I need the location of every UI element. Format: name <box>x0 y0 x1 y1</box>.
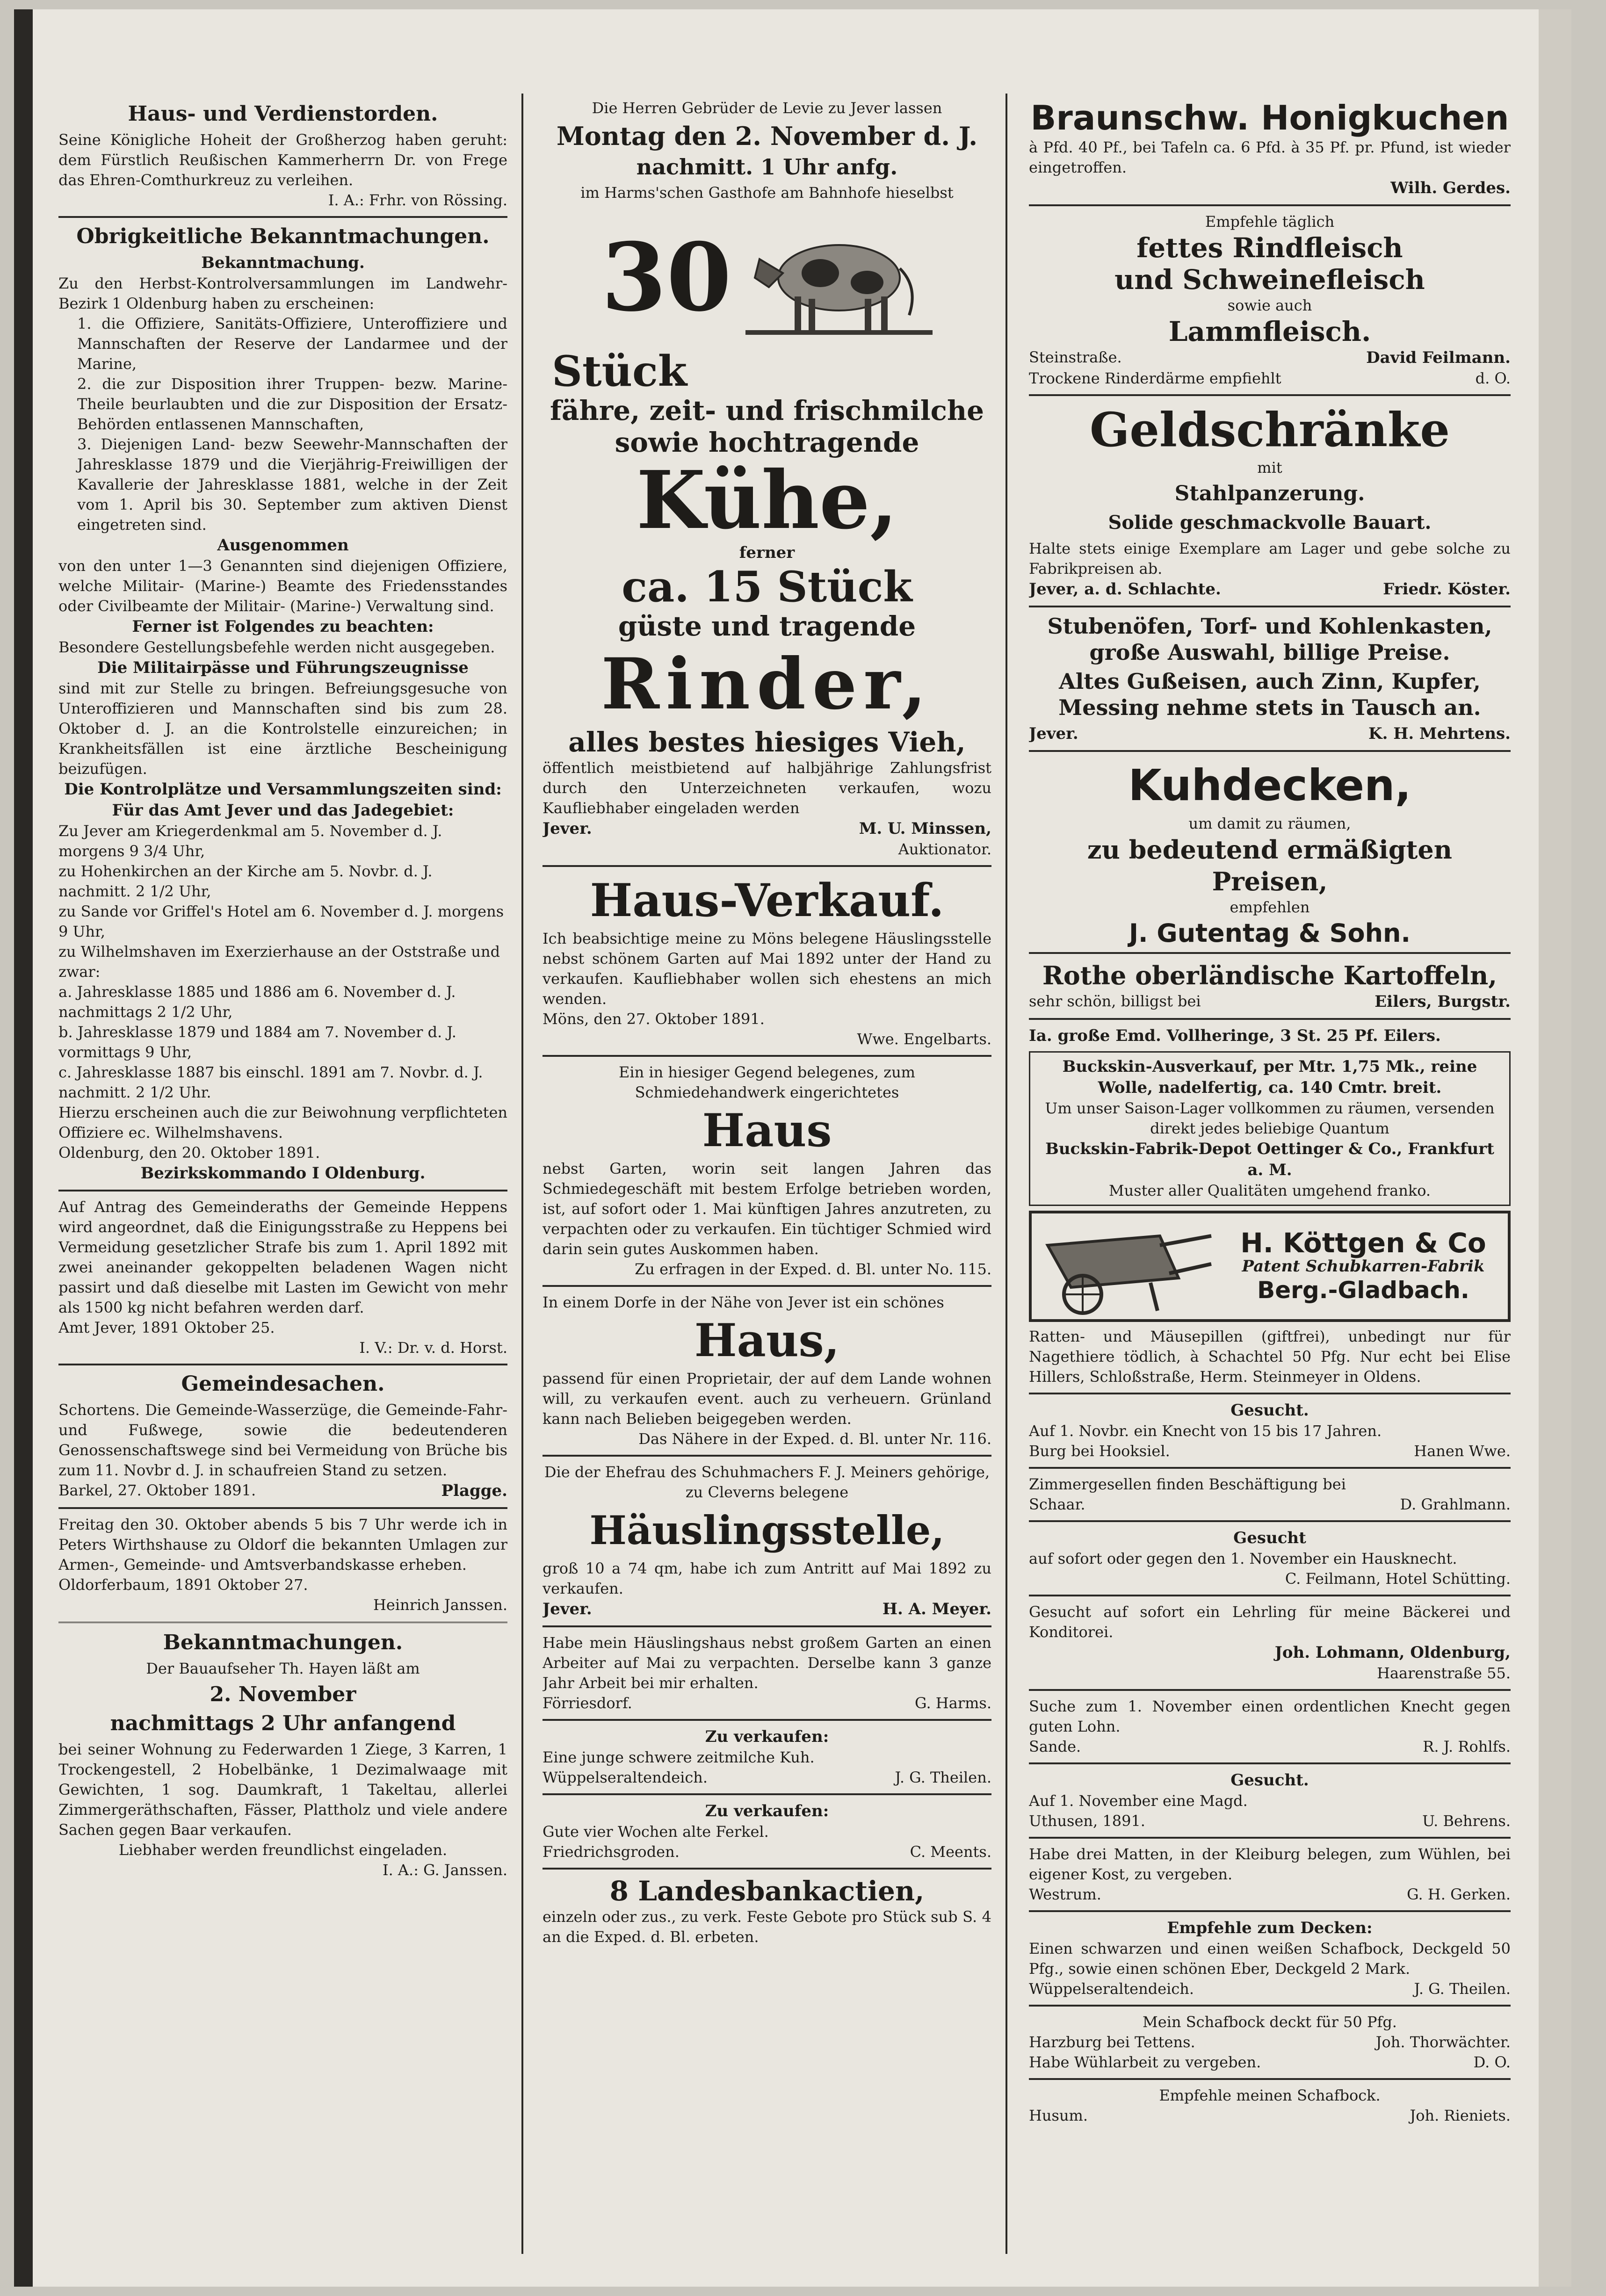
newspaper-page <box>14 9 1571 2287</box>
bek-title: Bekanntmachung. <box>201 253 365 272</box>
kuh-text: Eine junge schwere zeitmilche Kuh. <box>543 1748 815 1766</box>
buckskin-line4: Muster aller Qualitäten umgehend franko. <box>1108 1182 1431 1199</box>
harms-place: Förriesdorf. <box>543 1694 632 1712</box>
haeusling-headline: Häuslingsstelle, <box>589 1507 945 1553</box>
koester-signature: Friedr. Köster. <box>1383 580 1511 599</box>
gesucht1-place: Burg bei Hooksiel. <box>1029 1442 1170 1460</box>
auction-intro: Die Herren Gebrüder de Levie zu Jever lassen <box>592 99 942 117</box>
kuehe-headline: Kühe, <box>636 454 898 547</box>
zuverk2-title: Zu verkaufen: <box>705 1802 829 1820</box>
jever2-place: Jever. <box>1029 724 1078 743</box>
orden-signature: I. A.: Frhr. von Rössing. <box>328 191 507 209</box>
lohmann-name: Joh. Lohmann, Oldenburg, <box>1274 1643 1511 1662</box>
jever-schl: Jever, a. d. Schlachte. <box>1029 580 1221 599</box>
zuverk1-title: Zu verkaufen: <box>705 1727 829 1746</box>
do1-signature: d. O. <box>1475 369 1511 387</box>
auction-place: im Harms'schen Gasthofe am Bahnhofe hieselbst <box>580 184 954 202</box>
oefen-line: Stubenöfen, Torf- und Kohlenkasten, große Auswahl, billige Preise. <box>1047 614 1492 665</box>
hierzu-text: Hierzu erscheinen auch die zur Beiwohnung verpflichteten Offiziere ec. Wilhelmshavens. <box>58 1104 507 1141</box>
buckskin-line1: Buckskin-Ausverkauf, per Mtr. 1,75 Mk., reine Wolle, nadelfertig, ca. 140 Cmtr. breit. <box>1062 1057 1477 1097</box>
mit-label: mit <box>1257 459 1282 477</box>
kuh-signature: J. G. Theilen. <box>895 1769 991 1786</box>
auction-body: öffentlich meistbietend auf halbjährige Zahlungsfrist durch den Unterzeichneten verkaufen, wozu Kaufliebhaber eingeladen werden <box>543 759 991 817</box>
wheelbarrow-illustration <box>1038 1217 1216 1315</box>
honig-text: à Pfd. 40 Pf., bei Tafeln ca. 6 Pfd. à 35 Pf. pr. Pfund, ist wieder eingetroffen. <box>1029 138 1511 176</box>
ferkel-text: Gute vier Wochen alte Ferkel. <box>543 1823 769 1841</box>
rinder-headline: Rinder, <box>601 643 933 725</box>
koettgen-name: H. Köttgen & Co <box>1240 1227 1486 1259</box>
ferkel-signature: C. Meents. <box>910 1843 991 1861</box>
bauauf-signature: I. A.: G. Janssen. <box>382 1861 507 1879</box>
column-middle <box>543 98 991 2259</box>
feilmann-signature: David Feilmann. <box>1366 348 1511 367</box>
column-right <box>1029 98 1511 2259</box>
gemeinderath-text: Auf Antrag des Gemeinderaths der Gemeinde Heppens wird angeordnet, daß die Einigungsstraße zu Heppens bei Vermeidung gesetzlicher Strafe bis zum 1. April 1892 mit zwei aneinander gekoppelten beladenen Wagen nicht passirt und daß dieselbe mit Lasten im Gewicht von mehr als 1500 kg nicht befahren werden darf. <box>58 1198 507 1316</box>
gesucht2-title: Gesucht <box>1233 1529 1306 1547</box>
gesucht2-signature: C. Feilmann, Hotel Schütting. <box>1285 1570 1511 1588</box>
eisen-line: Altes Gußeisen, auch Zinn, Kupfer, Messing nehme stets in Tausch an. <box>1058 669 1481 720</box>
gerken-signature: G. H. Gerken. <box>1407 1885 1511 1903</box>
preise-line: zu bedeutend ermäßigten Preisen, <box>1087 835 1453 896</box>
harzburg-place: Harzburg bei Tettens. <box>1029 2033 1195 2051</box>
gemeinde-title: Gemeindesachen. <box>181 1372 385 1396</box>
auctioneer-name: M. U. Minssen, <box>859 819 991 838</box>
ca15-headline: ca. 15 Stück <box>622 562 912 612</box>
guest-line: güste und tragende <box>618 610 916 642</box>
schortens-text: Schortens. Die Gemeinde-Wasserzüge, die Gemeinde-Fahr- und Fußwege, sowie die bedeutenderen Genossenschaftswege sind bei Vermeidung von Brüche bis zum 11. Novbr d. J. in schaufreien Stand zu setzen. <box>58 1401 507 1479</box>
amt-line: b. Jahresklasse 1879 und 1884 am 7. November d. J. vormittags 9 Uhr, <box>58 1023 456 1061</box>
kuehe-line1: fähre, zeit- und frischmilche <box>550 395 984 426</box>
auctioneer-title: Auktionator. <box>898 840 991 858</box>
vieh-line: alles bestes hiesiges Vieh, <box>568 726 966 758</box>
gutentag-headline: J. Gutentag & Sohn. <box>1129 918 1411 948</box>
stahl-line: Stahlpanzerung. <box>1174 482 1365 505</box>
landesbank-headline: 8 Landesbankactien, <box>609 1875 925 1907</box>
bauauf-time: nachmittags 2 Uhr anfangend <box>110 1711 456 1735</box>
amt-title: Für das Amt Jever und das Jadegebiet: <box>112 801 454 820</box>
wuep-place: Wüppelseraltendeich. <box>1029 1980 1194 1998</box>
buckskin-ad <box>1029 1051 1511 1206</box>
haus-headline: Haus <box>702 1104 832 1157</box>
bek-item: 2. die zur Disposition ihrer Truppen- bezw. Marine-Theile beurlaubten und die zur Disposition der Ersatz-Behörden entlassenen Mannschaften, <box>77 375 507 433</box>
bek-item: 1. die Offiziere, Sanitäts-Offiziere, Unteroffiziere und Mannschaften der Reserve der Landarmee und der Marine, <box>77 315 507 373</box>
auction-count: 30 <box>601 223 732 332</box>
oldorf-date: Oldorferbaum, 1891 Oktober 27. <box>58 1576 308 1594</box>
vollhering-text: Ia. große Emd. Vollheringe, 3 St. 25 Pf. Eilers. <box>1029 1026 1441 1045</box>
honig-headline: Braunschw. Honigkuchen <box>1030 98 1509 137</box>
landesbank-text: einzeln oder zus., zu verk. Feste Gebote pro Stück sub S. 4 an die Exped. d. Bl. erbeten. <box>543 1908 991 1946</box>
empf-label: Empfehle täglich <box>1205 213 1335 231</box>
auction-time: nachmitt. 1 Uhr anfg. <box>636 154 898 180</box>
trocken-text: Trockene Rinderdärme empfiehlt <box>1029 369 1281 387</box>
do2-signature: D. O. <box>1473 2053 1511 2071</box>
amt-signature: I. V.: Dr. v. d. Horst. <box>359 1339 507 1357</box>
decken-text: Einen schwarzen und einen weißen Schafbock, Deckgeld 50 Pfg., sowie einen schönen Eber, Deckgeld 2 Mark. <box>1029 1940 1511 1978</box>
ausgenommen-text: von den unter 1—3 Genannten sind diejenigen Offiziere, welche Militair- (Marine-) Beamte des Friedensstandes oder Civilbeamte der Militair- (Marine-) Verwaltung sind. <box>58 557 507 615</box>
orden-text: Seine Königliche Hoheit der Großherzog haben geruht: dem Fürstlich Reußischen Kammerherrn Dr. von Frege das Ehren-Comthurkreuz zu verleihen. <box>58 131 507 189</box>
hausverkauf-signature: Wwe. Engelbarts. <box>857 1030 991 1048</box>
schmiede-intro: Ein in hiesiger Gegend belegenes, zum Schmiedehandwerk eingerichtetes <box>618 1063 916 1101</box>
raeumen-text: um damit zu räumen, <box>1188 815 1351 832</box>
uthusen-place: Uthusen, 1891. <box>1029 1812 1145 1830</box>
bekm-title: Bekanntmachungen. <box>163 1631 403 1654</box>
bek-intro: Zu den Herbst-Kontrolversammlungen im Landwehr-Bezirk 1 Oldenburg haben zu erscheinen: <box>58 274 507 312</box>
kuehe-line2: sowie hochtragende <box>615 426 919 458</box>
obrig-title: Obrigkeitliche Bekanntmachungen. <box>76 224 490 248</box>
auction-date: Montag den 2. November d. J. <box>556 121 978 151</box>
page-edge <box>1539 9 1571 2287</box>
haeusling-text: groß 10 a 74 qm, habe ich zum Antritt auf Mai 1892 zu verkaufen. <box>543 1560 991 1597</box>
schafbock-text: Mein Schafbock deckt für 50 Pfg. <box>1143 2013 1397 2031</box>
hausverkauf-text: Ich beabsichtige meine zu Möns belegene Häuslingsstelle nebst schönem Garten auf Mai 1892 unter der Hand zu verkaufen. Kaufliebhaber wollen sich ehestens an mich wenden. <box>543 930 991 1008</box>
amt-line: zu Wilhelmshaven im Exerzierhause an der Oststraße und zwar: <box>58 943 500 981</box>
amt-line: a. Jahresklasse 1885 und 1886 am 6. November d. J. nachmittags 2 1/2 Uhr, <box>58 983 456 1021</box>
meiners-intro: Die der Ehefrau des Schuhmachers F. J. Meiners gehörige, zu Cleverns belegene <box>544 1463 990 1501</box>
ferner-text: Besondere Gestellungsbefehle werden nicht ausgegeben. <box>58 638 495 656</box>
ferner-title: Ferner ist Folgendes zu beachten: <box>132 617 434 636</box>
bauauf-body: bei seiner Wohnung zu Federwarden 1 Ziege, 3 Karren, 1 Trockengestell, 2 Hobelbänke, 1 Dezimalwaage mit Gewichten, 1 sog. Daumkraft, 1 Takeltau, allerlei Zimmergeräthschaften, Fässer, Plattholz und viele andere Sachen gegen Baar verkaufen. <box>58 1740 507 1839</box>
stein-place: Steinstraße. <box>1029 348 1122 366</box>
kontrol-title: Die Kontrolplätze und Versammlungszeiten sind: <box>64 780 502 799</box>
bauauf-date: 2. November <box>210 1682 356 1706</box>
haus2-headline: Haus, <box>694 1314 840 1367</box>
mehrtens-signature: K. H. Mehrtens. <box>1368 724 1511 743</box>
gesucht3-text: Gesucht auf sofort ein Lehrling für meine Bäckerei und Konditorei. <box>1029 1603 1511 1641</box>
matten-text: Habe drei Matten, in der Kleiburg belegen, zum Wühlen, bei eigener Kost, zu vergeben. <box>1029 1845 1511 1883</box>
amt-datum: Amt Jever, 1891 Oktober 25. <box>58 1319 275 1336</box>
behrens-signature: U. Behrens. <box>1422 1812 1511 1830</box>
fleisch-line1: fettes Rindfleisch <box>1136 232 1403 264</box>
bek-item: 3. Diejenigen Land- bezw Seewehr-Mannschaften der Jahresklasse 1879 und die Vierjährig-Freiwilligen der Kavallerie der Jahresklasse 1881, welche in der Zeit vom 1. April bis 30. September zum aktiven Dienst eingetreten sind. <box>77 435 507 534</box>
haus-text: nebst Garten, worin seit langen Jahren das Schmiedegeschäft mit bestem Erfolge betrieben worden, ist, auf sofort oder 1. Mai künftigen Jahres anzutreten, zu verpachten oder zu verkaufen. Ein tüchtiger Schmied wird darin sein gutes Auskommen haben. <box>543 1160 991 1258</box>
militair-text: sind mit zur Stelle zu bringen. Befreiungsgesuche von Unteroffizieren und Mannschaften sind bis zum 28. Oktober d. J. an die Kontrolstelle einzureichen; in Krankheitsfällen ist eine ärztliche Bescheinigung beizufügen. <box>58 679 507 778</box>
haus2-text: passend für einen Proprietair, der auf dem Lande wohnen will, zu verkaufen event. auch zu verheuern. Grünland kann nach Belieben beigegeben werden. <box>543 1370 991 1428</box>
buckskin-line3: Buckskin-Fabrik-Depot Oettinger & Co., Frankfurt a. M. <box>1045 1140 1494 1179</box>
orden-title: Haus- und Verdienstorden. <box>128 102 438 126</box>
amt-line: zu Hohenkirchen an der Kirche am 5. Novbr. d. J. nachmitt. 2 1/2 Uhr, <box>58 862 433 900</box>
haeusling-place: Jever. <box>543 1600 592 1618</box>
rieniets-signature: Joh. Rieniets. <box>1410 2107 1511 2124</box>
liebhaber-text: Liebhaber werden freundlichst eingeladen. <box>118 1841 448 1859</box>
binding-spine <box>14 9 33 2287</box>
magd-text: Auf 1. November eine Magd. <box>1029 1792 1248 1810</box>
ratten-text: Ratten- und Mäusepillen (giftfrei), unbedingt nur für Nagethiere tödlich, à Schachtel 50 Pfg. Nur echt bei Elise Hillers, Schloßstraße, Herm. Steinmeyer in Oldens. <box>1029 1328 1511 1386</box>
barkel-signature: Plagge. <box>441 1481 507 1500</box>
rohlfs-signature: R. J. Rohlfs. <box>1423 1738 1511 1755</box>
gesucht2-text: auf sofort oder gegen den 1. November ein Hausknecht. <box>1029 1550 1457 1567</box>
hausverkauf-date: Möns, den 27. Oktober 1891. <box>543 1010 765 1028</box>
amt-line: c. Jahresklasse 1887 bis einschl. 1891 am 7. Novbr. d. J. nachmitt. 2 1/2 Uhr. <box>58 1063 483 1101</box>
fleisch-line2: und Schweinefleisch <box>1114 264 1425 296</box>
thorwaechter-signature: Joh. Thorwächter. <box>1375 2033 1511 2051</box>
kartoffeln-headline: Rothe oberländische Kartoffeln, <box>1042 960 1497 990</box>
westrum-place: Westrum. <box>1029 1885 1101 1903</box>
gesucht1-signature: Hanen Wwe. <box>1414 1442 1511 1460</box>
amt-line: zu Sande vor Griffel's Hotel am 6. November d. J. morgens 9 Uhr, <box>58 903 504 940</box>
honig-signature: Wilh. Gerdes. <box>1390 179 1511 197</box>
barkel-date: Barkel, 27. Oktober 1891. <box>58 1481 256 1499</box>
haus2-ref: Das Nähere in der Exped. d. Bl. unter Nr. 116. <box>638 1430 991 1448</box>
koettgen-city: Berg.-Gladbach. <box>1257 1276 1469 1304</box>
buckskin-line2: Um unser Saison-Lager vollkommen zu räumen, versenden direkt jedes beliebige Quantum <box>1045 1099 1495 1137</box>
kuh-place: Wüppelseraltendeich. <box>543 1769 708 1786</box>
dorf-intro: In einem Dorfe in der Nähe von Jever ist ein schönes <box>543 1293 944 1311</box>
hausverkauf-headline: Haus-Verkauf. <box>590 874 944 927</box>
bezirk-signature: Bezirkskommando I Oldenburg. <box>140 1164 426 1183</box>
zimmer-text: Zimmergesellen finden Beschäftigung bei <box>1029 1475 1346 1493</box>
eilers-signature: Eilers, Burgstr. <box>1375 992 1511 1011</box>
amt-line: Zu Jever am Kriegerdenkmal am 5. November d. J. morgens 9 3/4 Uhr, <box>58 822 442 860</box>
koettgen-ad <box>1029 1211 1511 1322</box>
harms-signature: G. Harms. <box>915 1694 991 1712</box>
empfehlen-label: empfehlen <box>1230 898 1310 916</box>
cow-illustration <box>745 208 933 348</box>
ferner-label: ferner <box>739 543 795 562</box>
gesucht1-title: Gesucht. <box>1230 1401 1309 1420</box>
ferkel-place: Friedrichsgroden. <box>543 1843 680 1861</box>
zimmer-place: Schaar. <box>1029 1495 1085 1513</box>
lamm-headline: Lammfleisch. <box>1168 316 1371 347</box>
column-divider <box>1006 94 1007 2254</box>
wuehl-text: Habe Wühlarbeit zu vergeben. <box>1029 2053 1261 2071</box>
harms-text: Habe mein Häuslingshaus nebst großem Garten an einen Arbeiter auf Mai zu verpachten. Derselbe kann 3 ganze Jahr Arbeit bei mir erhalten. <box>543 1634 991 1692</box>
kartoffeln-text: sehr schön, billigst bei <box>1029 992 1201 1010</box>
sowie-label: sowie auch <box>1227 296 1312 314</box>
freitag-text: Freitag den 30. Oktober abends 5 bis 7 Uhr werde ich in Peters Wirthshause zu Oldorf die bekannten Umlagen zur Armen-, Gemeinde- und Amtsverbandskasse erheben. <box>58 1516 507 1574</box>
ort-datum: Oldenburg, den 20. Oktober 1891. <box>58 1144 320 1162</box>
lohmann-address: Haarenstraße 55. <box>1377 1664 1511 1682</box>
geld-headline: Geldschränke <box>1090 402 1450 457</box>
zimmer-signature: D. Grahlmann. <box>1400 1495 1511 1513</box>
sande-place: Sande. <box>1029 1738 1081 1755</box>
militair-title: Die Militairpässe und Führungszeugnisse <box>97 658 469 677</box>
halte-text: Halte stets einige Exemplare am Lager und gebe solche zu Fabrikpreisen ab. <box>1029 540 1511 578</box>
koettgen-patent: Patent Schubkarren-Fabrik <box>1242 1256 1485 1276</box>
bauauf-text: Der Bauaufseher Th. Hayen läßt am <box>146 1660 420 1677</box>
ausgenommen-title: Ausgenommen <box>217 536 349 555</box>
stueck-label: Stück <box>552 347 687 396</box>
husum-place: Husum. <box>1029 2107 1088 2124</box>
gesucht4-title: Gesucht. <box>1230 1771 1309 1790</box>
auction-place-jever: Jever. <box>543 819 592 838</box>
gesucht1-text: Auf 1. Novbr. ein Knecht von 15 bis 17 Jahren. <box>1029 1422 1382 1440</box>
haeusling-signature: H. A. Meyer. <box>882 1600 991 1618</box>
haus-ref: Zu erfragen in der Exped. d. Bl. unter No. 115. <box>635 1260 991 1278</box>
decken-title: Empfehle zum Decken: <box>1167 1919 1373 1937</box>
kuhdecken-headline: Kuhdecken, <box>1128 760 1411 810</box>
oldorf-signature: Heinrich Janssen. <box>373 1596 507 1614</box>
column-left <box>58 98 507 2259</box>
theilen-signature: J. G. Theilen. <box>1414 1980 1511 1998</box>
column-divider <box>521 94 523 2254</box>
solide-line: Solide geschmackvolle Bauart. <box>1108 512 1432 534</box>
suche-text: Suche zum 1. November einen ordentlichen Knecht gegen guten Lohn. <box>1029 1697 1511 1735</box>
empf-schaf-text: Empfehle meinen Schafbock. <box>1159 2087 1381 2104</box>
